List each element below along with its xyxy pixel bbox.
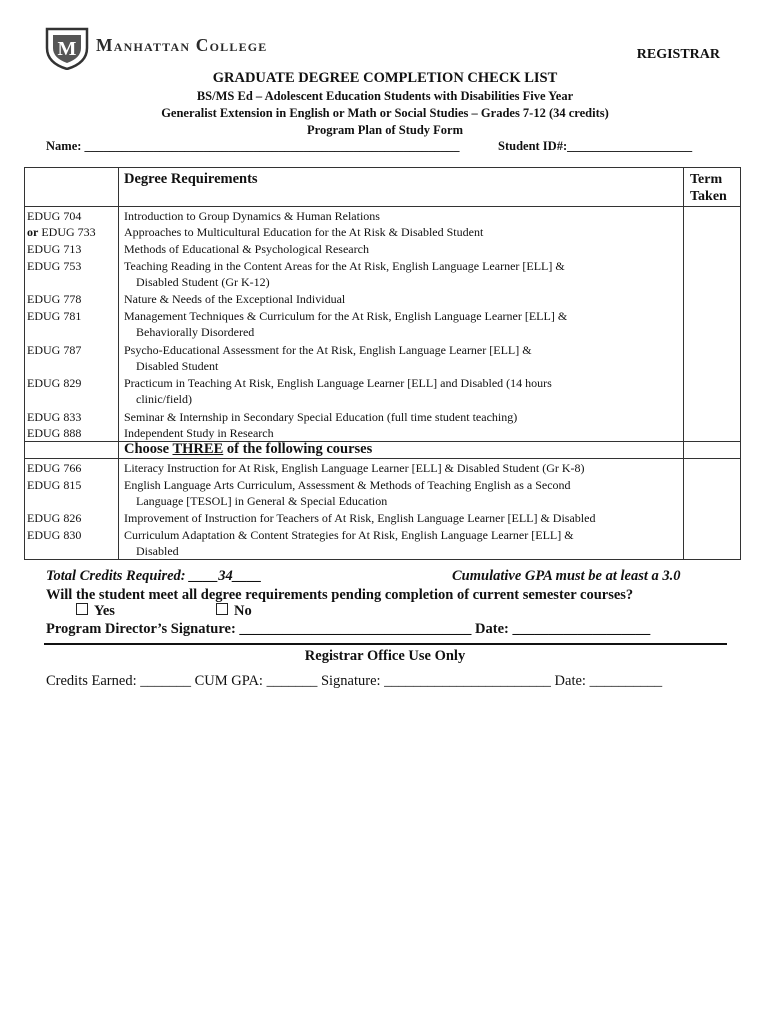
course-title-line: Disabled Student (Gr K-12): [136, 274, 270, 289]
course-code: [27, 460, 81, 476]
name-field[interactable]: [46, 139, 460, 154]
course-title-line: Introduction to Group Dynamics & Human Relations: [124, 208, 380, 223]
total-credits-value: ____34____: [189, 568, 262, 584]
course-code: [27, 224, 96, 240]
course-code-text: EDUG 781: [27, 309, 82, 323]
course-code-text: EDUG 815: [27, 477, 82, 492]
course-code: [27, 409, 81, 425]
course-code: [27, 208, 81, 224]
name-blank[interactable]: ____________________________________________________________: [84, 139, 460, 153]
course-title: [124, 208, 680, 224]
choose-emphasis: THREE: [172, 441, 224, 457]
course-title-line: Management Techniques & Curriculum for the At Risk, English Language Learner [ELL] &: [124, 309, 568, 323]
course-code-text: EDUG 829: [27, 376, 82, 390]
course-code: [27, 527, 81, 543]
course-title: [124, 258, 680, 290]
course-code-text: EDUG 833: [27, 409, 82, 424]
course-title-line: Language [TESOL] in General & Special Education: [136, 493, 388, 508]
course-title-line: Practicum in Teaching At Risk, English Language Learner [ELL] and Disabled (14 hours: [124, 376, 552, 390]
course-code-text: EDUG 704: [27, 208, 82, 223]
no-checkbox[interactable]: [216, 603, 228, 615]
course-code-text: EDUG 830: [27, 528, 82, 542]
course-title: [124, 375, 680, 407]
term-header-line: Term: [690, 172, 723, 187]
course-title-line: Methods of Educational & Psychological Research: [124, 242, 369, 256]
course-title: [124, 425, 680, 441]
course-code-text: EDUG 787: [27, 342, 82, 357]
course-code: [27, 477, 81, 493]
course-title: [124, 342, 680, 374]
name-label: Name:: [46, 139, 85, 153]
choose-three-heading: [124, 441, 372, 458]
course-title-line: Approaches to Multicultural Education for the At Risk & Disabled Student: [124, 225, 484, 240]
course-title-line: Seminar & Internship in Secondary Special Education (full time student teaching): [124, 409, 518, 424]
form-type: Program Plan of Study Form: [306, 123, 463, 137]
course-code-text: EDUG 713: [27, 242, 82, 256]
registrar-office-heading: Registrar Office Use Only: [304, 648, 466, 664]
college-shield-icon: [44, 26, 90, 70]
table-divider: [683, 167, 684, 560]
table-divider: [118, 167, 119, 560]
form-title: GRADUATE DEGREE COMPLETION CHECK LIST: [212, 70, 558, 86]
taken-header-line: Taken: [690, 189, 727, 204]
course-code-text: EDUG 753: [27, 258, 82, 273]
registrar-office-line[interactable]: Credits Earned: _______ CUM GPA: _______ Signature: _______________________ Date: __________: [46, 673, 663, 689]
course-code: [27, 258, 81, 274]
course-title-line: Behaviorally Disordered: [136, 325, 255, 339]
total-credits: [46, 568, 262, 585]
course-code-text: EDUG 826: [27, 511, 82, 526]
course-code: [27, 241, 81, 257]
course-title: [124, 510, 680, 526]
course-code: [27, 291, 81, 307]
course-title-line: Independent Study in Research: [124, 426, 274, 441]
course-code: [27, 308, 81, 324]
course-title: [124, 224, 680, 240]
registrar-label: REGISTRAR: [636, 47, 720, 62]
course-title-line: Literacy Instruction for At Risk, English Language Learner [ELL] & Disabled Student (Gr K-8): [124, 461, 585, 475]
no-label: No: [234, 603, 252, 619]
logo-letter: M: [57, 38, 77, 60]
course-title-line: English Language Arts Curriculum, Assessment & Methods of Teaching English as a Second: [124, 477, 571, 492]
student-id-field[interactable]: [498, 139, 692, 154]
course-title-line: Improvement of Instruction for Teachers of At Risk, English Language Learner [ELL] & Disabled: [124, 511, 596, 526]
choose-prefix: Choose: [124, 441, 173, 457]
course-code-text: EDUG 733: [38, 225, 96, 240]
course-title-line: Curriculum Adaptation & Content Strategies for At Risk, English Language Learner [ELL] &: [124, 528, 574, 542]
course-code: [27, 375, 81, 391]
course-title: [124, 308, 680, 340]
course-title-line: Nature & Needs of the Exceptional Individual: [124, 292, 346, 307]
course-code: [27, 342, 81, 358]
completion-question: Will the student meet all degree requirements pending completion of current semester courses?: [46, 587, 634, 603]
director-signature-line[interactable]: Program Director’s Signature: ________________________________ Date: ___________________: [46, 621, 651, 637]
yes-checkbox[interactable]: [76, 603, 88, 615]
course-code: [27, 425, 81, 441]
course-code-text: EDUG 888: [27, 426, 82, 441]
yes-option[interactable]: [76, 603, 115, 620]
course-title-line: Disabled Student: [136, 358, 219, 373]
program-extension: Generalist Extension in English or Math or Social Studies – Grades 7-12 (34 credits): [161, 106, 609, 120]
course-title: [124, 477, 680, 509]
course-code-prefix: or: [27, 225, 39, 240]
course-title-line: clinic/field): [136, 392, 192, 406]
course-title-line: Psycho-Educational Assessment for the At Risk, English Language Learner [ELL] &: [124, 342, 532, 357]
table-section-rule: [24, 458, 741, 459]
course-title: [124, 460, 680, 476]
course-title: [124, 291, 680, 307]
course-title-line: Teaching Reading in the Content Areas for the At Risk, English Language Learner [ELL] &: [124, 258, 565, 273]
gpa-requirement: Cumulative GPA must be at least a 3.0: [452, 568, 681, 584]
course-title: [124, 527, 680, 559]
no-option[interactable]: [216, 603, 252, 620]
college-name: Manhattan College: [96, 35, 268, 55]
course-code: [27, 510, 81, 526]
course-title: [124, 241, 680, 257]
student-id-blank[interactable]: ____________________: [567, 139, 693, 153]
college-logo: [44, 26, 294, 70]
course-code-text: EDUG 778: [27, 292, 82, 307]
choose-suffix: of the following courses: [223, 441, 373, 457]
yes-label: Yes: [94, 603, 115, 619]
course-title-line: Disabled: [136, 544, 179, 558]
term-taken-header: [690, 171, 727, 205]
course-title: [124, 409, 680, 425]
program-subtitle: BS/MS Ed – Adolescent Education Students with Disabilities Five Year: [196, 89, 574, 103]
total-credits-label: Total Credits Required:: [46, 568, 190, 584]
section-divider: [44, 643, 727, 645]
degree-requirements-header: Degree Requirements: [124, 171, 258, 187]
student-id-label: Student ID#:: [498, 139, 568, 153]
course-code-text: EDUG 766: [27, 461, 82, 475]
